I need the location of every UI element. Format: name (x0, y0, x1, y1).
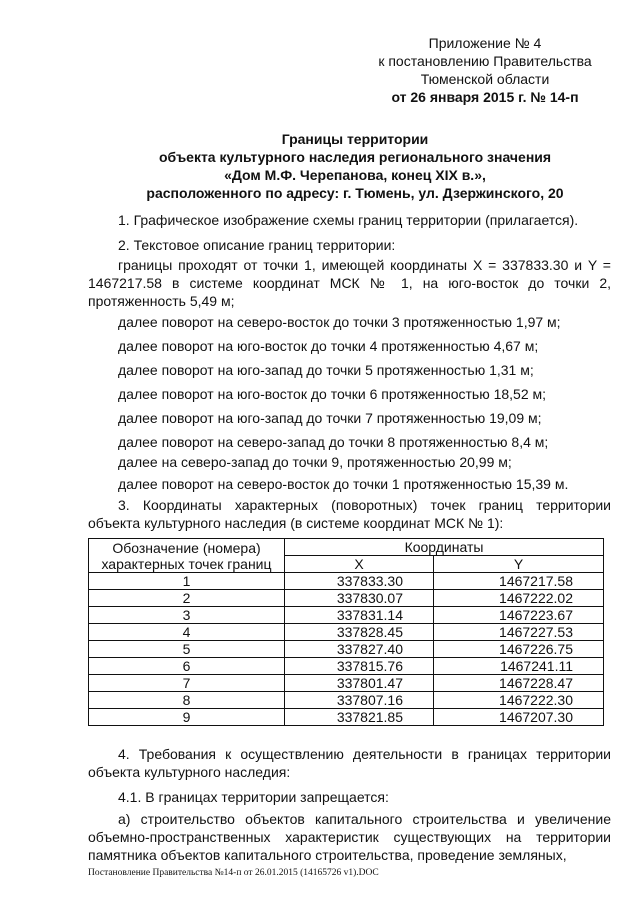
table-row (89, 573, 604, 590)
title-line-1: Границы территории (281, 131, 429, 147)
table-row (89, 641, 604, 658)
point-number: 8 (89, 692, 285, 709)
coord-y: 1467223.67 (434, 607, 604, 624)
paragraph-4: 4. Требования к осуществлению деятельности в границах территории объекта культурного наследия: (88, 746, 611, 780)
turn-line-8: далее поворот на северо-восток до точки 1 протяженностью 15,39 м. (118, 476, 569, 492)
coord-x: 337815.76 (285, 658, 434, 675)
paragraph-3: 3. Координаты характерных (поворотных) точек границ территории объекта культурного наследия (в системе координат МСК № 1): (88, 497, 611, 531)
turn-line-4: далее поворот на юго-восток до точки 6 протяженностью 18,52 м; (118, 386, 547, 402)
point-number: 1 (89, 573, 285, 590)
coord-x: 337833.30 (285, 573, 434, 590)
header-points (89, 539, 285, 573)
turn-line-5: далее поворот на юго-запад до точки 7 протяженностью 19,09 м; (118, 410, 542, 426)
table-row (89, 675, 604, 692)
point-number: 3 (89, 607, 285, 624)
coord-y: 1467241.11 (434, 658, 604, 675)
coord-y: 1467217.58 (434, 573, 604, 590)
coord-y: 1467222.30 (434, 692, 604, 709)
coord-x: 337807.16 (285, 692, 434, 709)
appendix-header (350, 34, 620, 106)
appendix-date: от 26 января 2015 г. № 14-п (391, 89, 579, 105)
turn-line-3: далее поворот на юго-запад до точки 5 протяженностью 1,31 м; (118, 362, 534, 378)
header-coordinates: Координаты (285, 539, 604, 556)
appendix-number: Приложение № 4 (428, 35, 542, 51)
appendix-decree: к постановлению Правительства (378, 53, 592, 69)
header-points-line-2: характерных точек границ (101, 555, 272, 572)
paragraph-4-1-a: а) строительство объектов капитального строительства и увеличение объемно-пространственных характеристик существующих на территории памятника объектов капитального строительства, проведение земляных, (88, 811, 611, 863)
footer-filename: Постановление Правительства №14-п от 26.01.2015 (14165726 v1).DOC (88, 868, 379, 878)
table-row (89, 624, 604, 641)
point-number: 9 (89, 709, 285, 726)
point-number: 5 (89, 641, 285, 658)
coord-y: 1467226.75 (434, 641, 604, 658)
table-row (89, 658, 604, 675)
header-points-line-1: Обозначение (номера) (112, 539, 261, 556)
coord-x: 337828.45 (285, 624, 434, 641)
coord-x: 337827.40 (285, 641, 434, 658)
coord-y: 1467222.02 (434, 590, 604, 607)
coord-y: 1467227.53 (434, 624, 604, 641)
title-line-3: «Дом М.Ф. Черепанова, конец XIX в.», (224, 167, 486, 183)
header-y: Y (434, 556, 604, 573)
coord-y: 1467207.30 (434, 709, 604, 726)
title-line-4: расположенного по адресу: г. Тюмень, ул. Дзержинского, 20 (146, 185, 564, 201)
turn-line-2: далее поворот на юго-восток до точки 4 протяженностью 4,67 м; (118, 338, 539, 354)
paragraph-4-1: 4.1. В границах территории запрещается: (118, 789, 389, 805)
paragraph-2: 2. Текстовое описание границ территории: (118, 237, 396, 253)
paragraph-2-description: границы проходят от точки 1, имеющей координаты X = 337833.30 и Y = 1467217.58 в системе координат МСК № 1, на юго-восток до точки 2, протяженность 5,49 м; (88, 257, 611, 309)
turn-line-6: далее поворот на северо-запад до точки 8 протяженностью 8,4 м; (118, 434, 549, 450)
coord-x: 337821.85 (285, 709, 434, 726)
turn-line-7: далее на северо-запад до точки 9, протяженностью 20,99 м; (118, 454, 512, 470)
table-row (89, 709, 604, 726)
coord-x: 337831.14 (285, 607, 434, 624)
turn-line-1: далее поворот на северо-восток до точки 3 протяженностью 1,97 м; (118, 314, 561, 330)
coord-y: 1467228.47 (434, 675, 604, 692)
table-row (89, 692, 604, 709)
coordinates-table (88, 538, 604, 726)
point-number: 6 (89, 658, 285, 675)
coord-x: 337830.07 (285, 590, 434, 607)
table-row (89, 607, 604, 624)
table-row (89, 590, 604, 607)
coord-x: 337801.47 (285, 675, 434, 692)
appendix-region: Тюменской области (420, 71, 550, 87)
point-number: 2 (89, 590, 285, 607)
paragraph-1: 1. Графическое изображение схемы границ территории (прилагается). (118, 212, 579, 228)
title-line-2: объекта культурного наследия регионального значения (158, 149, 552, 165)
header-x: X (285, 556, 434, 573)
document-title (90, 130, 620, 202)
point-number: 7 (89, 675, 285, 692)
point-number: 4 (89, 624, 285, 641)
